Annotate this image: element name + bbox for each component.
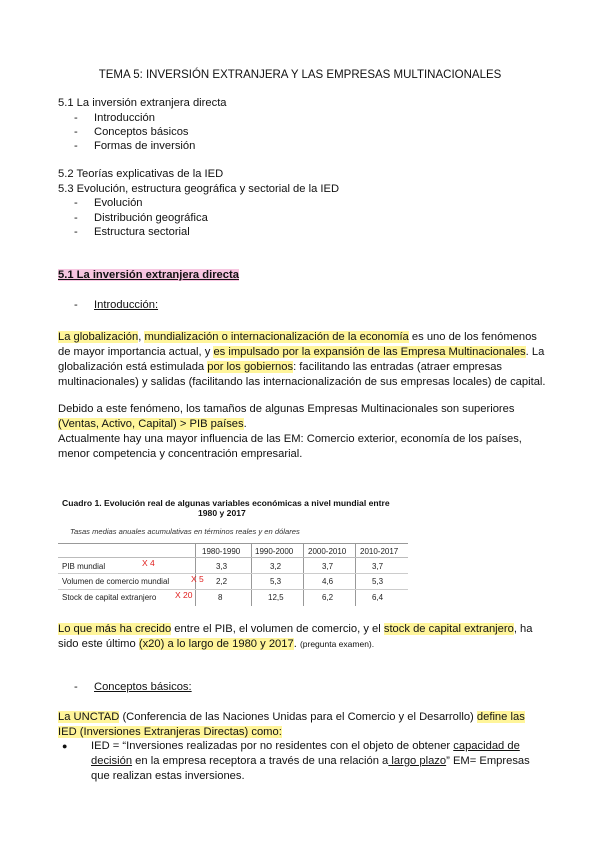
paragraph-unctad: La UNCTAD (Conferencia de las Naciones Unidas para el Comercio y el Desarrollo) define las IED (Inversiones Extranjeras Directas) como: [58, 711, 525, 738]
table-row-label: PIB mundial [62, 562, 106, 571]
exam-note: (pregunta examen). [299, 639, 375, 649]
table-cell: 8 [218, 593, 223, 602]
toc-item: - Evolución [74, 197, 143, 209]
table-cell: 2,2 [216, 577, 228, 586]
handwritten-mark: X 5 [191, 574, 204, 584]
toc-item: - Distribución geográfica [74, 212, 208, 224]
toc-section-5-2: 5.2 Teorías explicativas de la IED [58, 168, 224, 180]
paragraph-growth: Lo que más ha crecido entre el PIB, el volumen de comercio, y el stock de capital extranjero, ha sido este último (x20) a lo largo de 1980 y 2017. (pregunta examen). [58, 623, 533, 650]
table-divider [251, 543, 252, 606]
table-header: 1990-2000 [255, 547, 294, 556]
table-header: 1980-1990 [202, 547, 241, 556]
toc-item: - Formas de inversión [74, 140, 196, 152]
table-header: 2010-2017 [360, 547, 399, 556]
toc-item: - Introducción [74, 112, 155, 124]
table-divider [303, 543, 304, 606]
toc-item: - Conceptos básicos [74, 126, 189, 138]
table-title-line2: 1980 y 2017 [198, 508, 246, 518]
paragraph-globalization: La globalización, mundialización o internacionalización de la economía es uno de los fenómenos de mayor importancia actual, y es impulsado por la expansión de las Empresa Multinacionales. La globalización está estimulada por los gobiernos: facilitando las entradas (atraer empresas multinacionales) y salidas (facilitando las internacionalización de sus empresas locales) de capital. [58, 331, 546, 388]
page-title: TEMA 5: INVERSIÓN EXTRANJERA Y LAS EMPRESAS MULTINACIONALES [98, 69, 502, 81]
table-divider [355, 543, 356, 606]
table-cell: 5,3 [372, 577, 384, 586]
table-cell: 12,5 [268, 593, 284, 602]
toc-section-5-1: 5.1 La inversión extranjera directa [58, 97, 227, 109]
table-cell: 3,7 [322, 562, 334, 571]
table-rule [58, 589, 408, 590]
bullet-dot: ● [62, 741, 68, 751]
bullet-ied-definition: IED = “Inversiones realizadas por no residentes con el objeto de obtener capacidad de decisión en la empresa receptora a través de una relación a largo plazo” EM= Empresas que realizan estas inversiones. [91, 740, 530, 782]
table-cell: 4,6 [322, 577, 334, 586]
table-cell: 6,2 [322, 593, 334, 602]
handwritten-mark: X 4 [142, 558, 155, 568]
table-cell: 3,2 [270, 562, 282, 571]
table-rule [58, 557, 408, 558]
handwritten-mark: X 20 [175, 590, 193, 600]
table-cell: 3,3 [216, 562, 228, 571]
economic-variables-table [58, 496, 408, 606]
table-cell: 5,3 [270, 577, 282, 586]
section-heading: 5.1 La inversión extranjera directa [58, 269, 239, 281]
table-row-label: Volumen de comercio mundial [62, 577, 170, 586]
table-cell: 3,7 [372, 562, 384, 571]
table-title: Cuadro 1. Evolución real de algunas variables económicas a nivel mundial entre [62, 498, 390, 508]
table-cell: 6,4 [372, 593, 384, 602]
concepts-heading: - Conceptos básicos: [74, 681, 192, 693]
intro-heading: - Introducción: [74, 299, 159, 311]
table-row-label: Stock de capital extranjero [62, 593, 157, 602]
toc-section-5-3: 5.3 Evolución, estructura geográfica y sectorial de la IED [58, 183, 340, 195]
table-header: 2000-2010 [308, 547, 347, 556]
table-subtitle: Tasas medias anuales acumulativas en términos reales y en dólares [70, 527, 300, 536]
paragraph-multinationals: Debido a este fenómeno, los tamaños de algunas Empresas Multinacionales son superiores (Ventas, Activo, Capital) > PIB países. Actualmente hay una mayor influencia de las EM: Comercio exterior, economía de los países, menor competencia y concentración empresarial. [58, 403, 522, 460]
toc-item: - Estructura sectorial [74, 226, 190, 238]
table-rule [58, 573, 408, 574]
